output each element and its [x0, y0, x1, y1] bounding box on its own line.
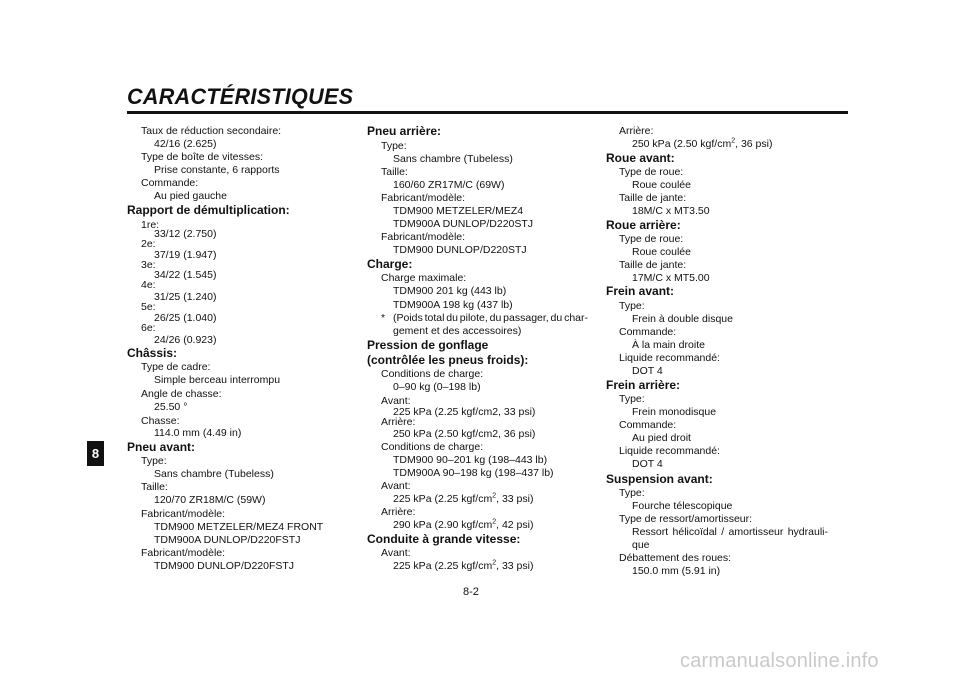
spec-label: 6e: [141, 322, 156, 334]
spec-label: Taille: [381, 166, 408, 178]
spec-value: Prise constante, 6 rapports [154, 164, 280, 176]
footnote-line: (Poids total du pilote, du passager, du char- [393, 312, 588, 324]
spec-value: TDM900 METZELER/MEZ4 FRONT [154, 521, 324, 533]
spec-label: Type de cadre: [141, 361, 211, 373]
spec-label: Liquide recommandé: [619, 445, 720, 457]
spec-label: Fabricant/modèle: [381, 231, 466, 243]
section-heading: Frein avant: [606, 284, 675, 298]
spec-value: Sans chambre (Tubeless) [154, 468, 274, 480]
spec-value: Ressort hélicoïdal / amortisseur hydrauli- [632, 526, 828, 538]
spec-value: 160/60 ZR17M/C (69W) [393, 179, 505, 191]
spec-label: Conditions de charge: [381, 441, 484, 453]
spec-value: Au pied gauche [154, 190, 227, 202]
spec-value: À la main droite [632, 339, 705, 351]
section-heading: Frein arrière: [606, 378, 681, 392]
spec-value: 18M/C x MT3.50 [632, 205, 710, 217]
section-heading: Pression de gonflage [367, 338, 489, 352]
footnote-star: * [381, 312, 386, 324]
spec-value: 120/70 ZR18M/C (59W) [154, 494, 266, 506]
spec-value: TDM900 201 kg (443 lb) [393, 285, 507, 297]
section-heading: (contrôlée les pneus froids): [367, 353, 529, 367]
spec-label: Taille de jante: [619, 259, 687, 271]
spec-label: Type de roue: [619, 233, 684, 245]
spec-value: TDM900A 198 kg (437 lb) [393, 299, 513, 311]
spec-value: 225 kPa (2.25 kgf/$cm^2$, 33 psi) [393, 559, 534, 572]
title-rule [127, 111, 848, 114]
spec-value: 150.0 mm (5.91 in) [632, 565, 721, 577]
spec-value: Fourche télescopique [632, 500, 733, 512]
page-number: 8-2 [463, 586, 479, 598]
spec-value: TDM900 METZELER/MEZ4 [393, 205, 524, 217]
spec-label: Conditions de charge: [381, 368, 484, 380]
spec-value: Simple berceau interrompu [154, 374, 281, 386]
spec-value: 37/19 (1.947) [154, 249, 217, 261]
spec-value: 225 kPa (2.25 kgf/$cm^2$, 33 psi) [393, 492, 534, 505]
section-heading: Conduite à grande vitesse: [367, 532, 521, 546]
spec-value: TDM900 DUNLOP/D220FSTJ [154, 560, 295, 572]
spec-value: que [632, 539, 650, 551]
spec-value: DOT 4 [632, 458, 663, 470]
spec-value: 0–90 kg (0–198 lb) [393, 381, 481, 393]
section-heading: Roue arrière: [606, 218, 681, 232]
spec-value: Roue coulée [632, 246, 691, 258]
spec-label: Fabricant/modèle: [141, 547, 226, 559]
spec-label: Taux de réduction secondaire: [141, 125, 282, 137]
spec-value: TDM900 DUNLOP/D220STJ [393, 244, 527, 256]
spec-value: TDM900 90–201 kg (198–443 lb) [393, 454, 548, 466]
spec-label: Type de boîte de vitesses: [141, 151, 263, 163]
spec-value: Au pied droit [632, 432, 691, 444]
page-title: CARACTÉRISTIQUES [127, 84, 354, 109]
spec-value: 290 kPa (2.90 kgf/$cm^2$, 42 psi) [393, 518, 534, 531]
spec-value: 42/16 (2.625) [154, 138, 217, 150]
spec-label: Débattement des roues: [619, 552, 732, 564]
spec-value: 24/26 (0.923) [154, 334, 217, 346]
spec-value: TDM900A DUNLOP/D220FSTJ [154, 534, 301, 546]
spec-label: 1re: [141, 219, 160, 231]
spec-value: 250 kPa (2.50 kgf/$cm^2$, 36 psi) [632, 137, 773, 150]
spec-value: 225 kPa (2.25 kgf/cm2, 33 psi) [393, 406, 536, 418]
section-heading: Rapport de démultiplication: [127, 203, 290, 217]
spec-label: Type de roue: [619, 166, 684, 178]
spec-value: DOT 4 [632, 365, 663, 377]
spec-value: Roue coulée [632, 179, 691, 191]
spec-value: Frein monodisque [632, 406, 717, 418]
spec-value: 25.50 ° [154, 401, 188, 413]
spec-label: Commande: [619, 326, 677, 338]
section-heading: Suspension avant: [606, 472, 713, 486]
spec-label: 3e: [141, 259, 156, 271]
spec-label: Fabricant/modèle: [141, 508, 226, 520]
spec-label: Arrière: [381, 506, 416, 518]
spec-label: Type: [381, 140, 407, 152]
spec-label: Avant: [381, 480, 411, 492]
section-heading: Charge: [367, 257, 413, 271]
section-tab: 8 [87, 441, 104, 466]
spec-label: Arrière: [619, 125, 654, 137]
section-heading: Roue avant: [606, 151, 675, 165]
spec-label: Fabricant/modèle: [381, 192, 466, 204]
spec-value: 33/12 (2.750) [154, 228, 217, 240]
spec-value: 26/25 (1.040) [154, 312, 217, 324]
spec-label: Liquide recommandé: [619, 352, 720, 364]
section-heading: Pneu avant: [127, 440, 196, 454]
spec-label: 4e: [141, 279, 156, 291]
spec-value: TDM900A 90–198 kg (198–437 lb) [393, 467, 554, 479]
spec-label: Commande: [619, 419, 677, 431]
spec-value: 34/22 (1.545) [154, 269, 217, 281]
spec-value: 114.0 mm (4.49 in) [154, 427, 242, 439]
spec-value: 31/25 (1.240) [154, 291, 217, 303]
footnote-line: gement et des accessoires) [393, 325, 522, 337]
spec-value: TDM900A DUNLOP/D220STJ [393, 218, 534, 230]
spec-label: Angle de chasse: [141, 388, 222, 400]
spec-label: Avant: [381, 395, 411, 407]
spec-label: 2e: [141, 238, 156, 250]
section-heading: Châssis: [127, 346, 178, 360]
spec-label: Commande: [141, 177, 199, 189]
spec-label: Taille: [141, 481, 168, 493]
spec-label: Type: [141, 455, 167, 467]
spec-label: Arrière: [381, 416, 416, 428]
spec-label: Chasse: [141, 415, 180, 427]
spec-label: 5e: [141, 301, 156, 313]
section-heading: Pneu arrière: [367, 124, 442, 138]
spec-value: 250 kPa (2.50 kgf/cm2, 36 psi) [393, 428, 536, 440]
spec-label: Charge maximale: [381, 272, 467, 284]
spec-value: Frein à double disque [632, 313, 733, 325]
spec-value: 17M/C x MT5.00 [632, 272, 710, 284]
watermark: carmanualsonline.info [680, 650, 879, 672]
spec-label: Type: [619, 393, 645, 405]
spec-label: Taille de jante: [619, 192, 687, 204]
spec-label: Type de ressort/amortisseur: [619, 513, 753, 525]
spec-label: Avant: [381, 547, 411, 559]
spec-label: Type: [619, 300, 645, 312]
spec-label: Type: [619, 487, 645, 499]
spec-value: Sans chambre (Tubeless) [393, 153, 513, 165]
